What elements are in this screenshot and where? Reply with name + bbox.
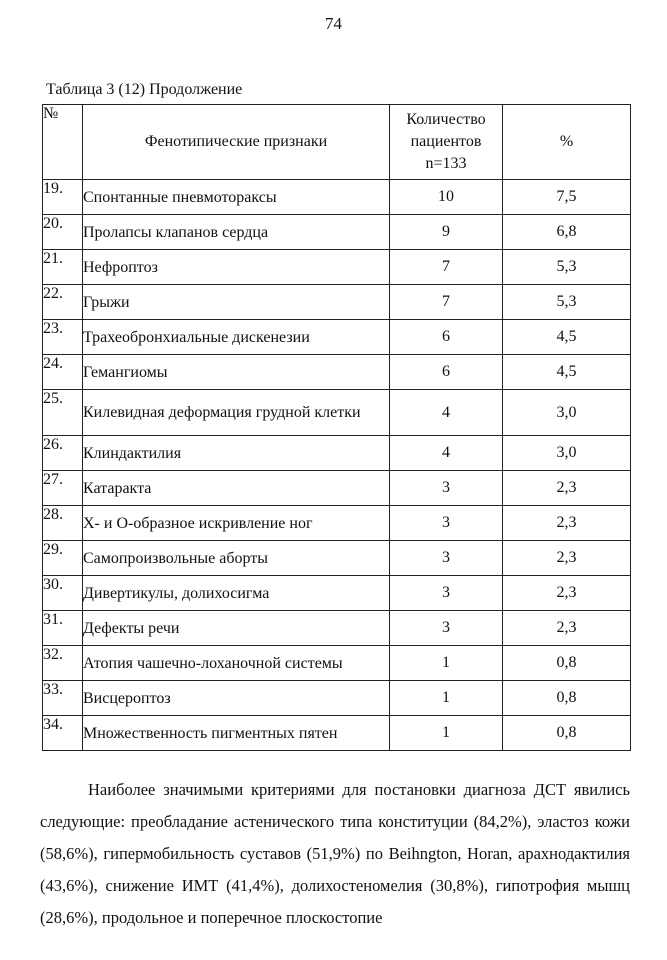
row-percent: 7,5 <box>503 180 631 215</box>
row-count: 1 <box>390 646 503 681</box>
row-count: 4 <box>390 436 503 471</box>
row-feature: Нефроптоз <box>83 250 390 285</box>
row-percent: 0,8 <box>503 716 631 751</box>
row-percent: 0,8 <box>503 646 631 681</box>
row-count: 3 <box>390 611 503 646</box>
page-number: 74 <box>325 14 342 33</box>
row-feature: Гемангиомы <box>83 355 390 390</box>
row-feature: Пролапсы клапанов сердца <box>83 215 390 250</box>
row-percent: 0,8 <box>503 681 631 716</box>
row-percent: 2,3 <box>503 541 631 576</box>
row-feature: Висцероптоз <box>83 681 390 716</box>
row-count: 3 <box>390 471 503 506</box>
row-percent: 4,5 <box>503 355 631 390</box>
row-number: 27. <box>43 471 83 506</box>
row-percent: 2,3 <box>503 506 631 541</box>
table-row <box>43 611 631 646</box>
row-number: 28. <box>43 506 83 541</box>
row-number: 19. <box>43 180 83 215</box>
row-feature: Спонтанные пневмотораксы <box>83 180 390 215</box>
row-count: 3 <box>390 541 503 576</box>
row-number: 20. <box>43 215 83 250</box>
table-header-row <box>43 105 631 180</box>
row-count: 4 <box>390 390 503 436</box>
table-row <box>43 250 631 285</box>
table-row <box>43 541 631 576</box>
row-percent: 2,3 <box>503 471 631 506</box>
row-feature: Катаракта <box>83 471 390 506</box>
row-count: 3 <box>390 576 503 611</box>
row-number: 34. <box>43 716 83 751</box>
body-paragraph: Наиболее значимыми критериями для постановки диагноза ДСТ явились следующие: преобладание астенического типа конституции (84,2%), эластоз кожи (58,6%), гипермобильность суставов (51,9%) по Beihngton, Horan, арахнодактилия (43,6%), снижение ИМТ (41,4%), долихостеномелия (30,8%), гипотрофия мышц (28,6%), продольное и поперечное плоскостопие <box>40 780 630 927</box>
table-row <box>43 320 631 355</box>
row-feature: Дивертикулы, долихосигма <box>83 576 390 611</box>
row-count: 7 <box>390 250 503 285</box>
row-feature: Килевидная деформация грудной клетки <box>83 390 390 436</box>
row-count: 6 <box>390 355 503 390</box>
table-row <box>43 215 631 250</box>
table-row <box>43 471 631 506</box>
row-number: 26. <box>43 436 83 471</box>
row-percent: 2,3 <box>503 576 631 611</box>
table-row <box>43 646 631 681</box>
row-count: 7 <box>390 285 503 320</box>
row-percent: 2,3 <box>503 611 631 646</box>
row-feature: Грыжи <box>83 285 390 320</box>
row-number: 22. <box>43 285 83 320</box>
header-percent: % <box>503 105 631 180</box>
row-number: 24. <box>43 355 83 390</box>
row-number: 23. <box>43 320 83 355</box>
row-number: 30. <box>43 576 83 611</box>
row-percent: 5,3 <box>503 285 631 320</box>
table-row <box>43 576 631 611</box>
row-percent: 5,3 <box>503 250 631 285</box>
row-count: 1 <box>390 716 503 751</box>
row-feature: Х- и О-образное искривление ног <box>83 506 390 541</box>
table-caption: Таблица 3 (12) Продолжение <box>46 81 243 98</box>
row-feature: Клиндактилия <box>83 436 390 471</box>
row-percent: 6,8 <box>503 215 631 250</box>
table-row <box>43 355 631 390</box>
row-number: 32. <box>43 646 83 681</box>
table-row <box>43 506 631 541</box>
row-count: 6 <box>390 320 503 355</box>
table-row <box>43 390 631 436</box>
row-feature: Трахеобронхиальные дискенезии <box>83 320 390 355</box>
row-percent: 3,0 <box>503 390 631 436</box>
row-number: 25. <box>43 390 83 436</box>
header-count-line3: n=133 <box>425 155 467 172</box>
header-number: № <box>43 105 83 180</box>
row-feature: Множественность пигментных пятен <box>83 716 390 751</box>
row-number: 21. <box>43 250 83 285</box>
row-feature: Атопия чашечно-лоханочной системы <box>83 646 390 681</box>
row-percent: 3,0 <box>503 436 631 471</box>
row-percent: 4,5 <box>503 320 631 355</box>
row-count: 1 <box>390 681 503 716</box>
row-number: 29. <box>43 541 83 576</box>
row-feature: Дефекты речи <box>83 611 390 646</box>
table-row <box>43 436 631 471</box>
row-feature: Самопроизвольные аборты <box>83 541 390 576</box>
table-row <box>43 285 631 320</box>
row-count: 9 <box>390 215 503 250</box>
header-count <box>390 105 503 180</box>
table-row <box>43 180 631 215</box>
table-row <box>43 716 631 751</box>
header-count-line1: Количество <box>406 111 486 128</box>
table-row <box>43 681 631 716</box>
row-count: 10 <box>390 180 503 215</box>
row-number: 33. <box>43 681 83 716</box>
phenotype-table <box>42 104 631 751</box>
header-count-line2: пациентов <box>410 133 482 150</box>
row-number: 31. <box>43 611 83 646</box>
row-count: 3 <box>390 506 503 541</box>
header-feature: Фенотипические признаки <box>83 105 390 180</box>
